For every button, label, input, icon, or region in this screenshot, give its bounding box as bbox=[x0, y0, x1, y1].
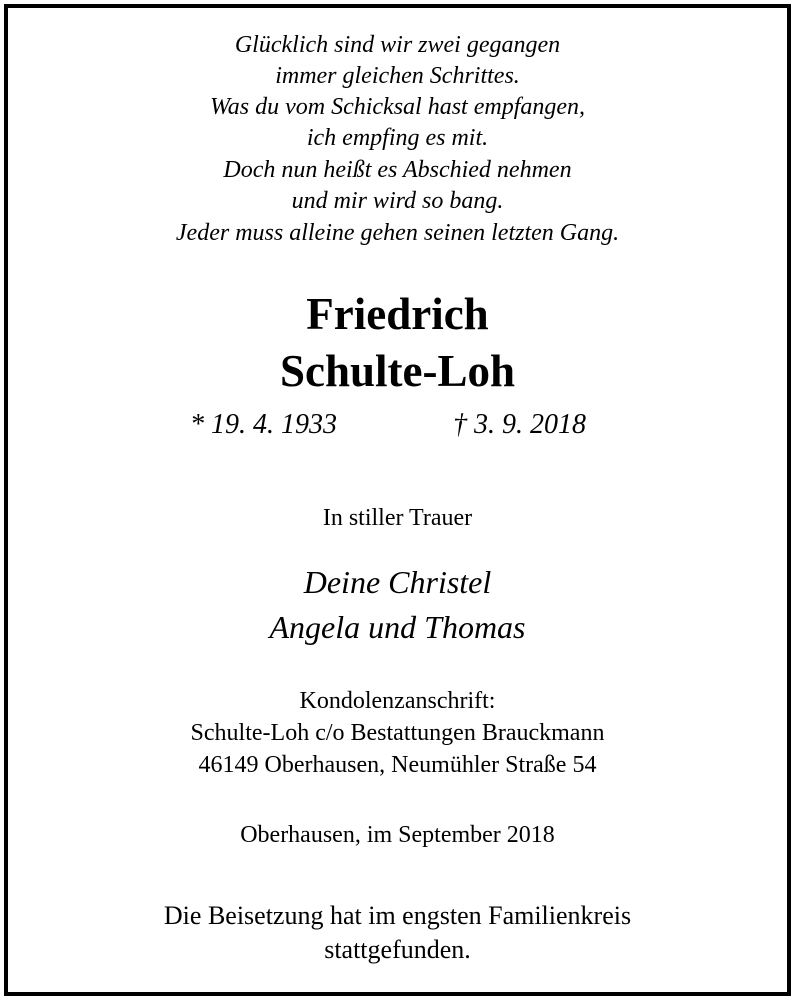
death-date: † 3. 9. 2018 bbox=[453, 409, 586, 440]
condolence-heading: Kondolenzanschrift: bbox=[299, 688, 496, 714]
poem-line: ich empfing es mit. bbox=[306, 125, 489, 151]
deceased-first-name: Friedrich bbox=[306, 289, 489, 339]
poem-line: Jeder muss alleine gehen seinen letzten Gang. bbox=[175, 220, 620, 246]
poem-line: und mir wird so bang. bbox=[291, 188, 504, 214]
condolence-line: 46149 Oberhausen, Neumühler Straße 54 bbox=[198, 752, 597, 778]
funeral-note-line: Die Beisetzung hat im engsten Familienkreis bbox=[163, 901, 632, 930]
poem-line: Glücklich sind wir zwei gegangen bbox=[234, 32, 561, 58]
poem-line: Was du vom Schicksal hast empfangen, bbox=[209, 94, 586, 120]
family-line: Deine Christel bbox=[303, 564, 492, 600]
family-line: Angela und Thomas bbox=[269, 609, 526, 645]
poem-line: immer gleichen Schrittes. bbox=[275, 63, 520, 89]
place-date: Oberhausen, im September 2018 bbox=[240, 822, 555, 848]
birth-date: * 19. 4. 1933 bbox=[190, 409, 337, 440]
deceased-last-name: Schulte-Loh bbox=[279, 346, 516, 396]
funeral-note-line: stattgefunden. bbox=[324, 935, 471, 964]
mourning-phrase: In stiller Trauer bbox=[322, 505, 473, 531]
condolence-line: Schulte-Loh c/o Bestattungen Brauckmann bbox=[190, 720, 605, 746]
poem-line: Doch nun heißt es Abschied nehmen bbox=[223, 157, 572, 183]
